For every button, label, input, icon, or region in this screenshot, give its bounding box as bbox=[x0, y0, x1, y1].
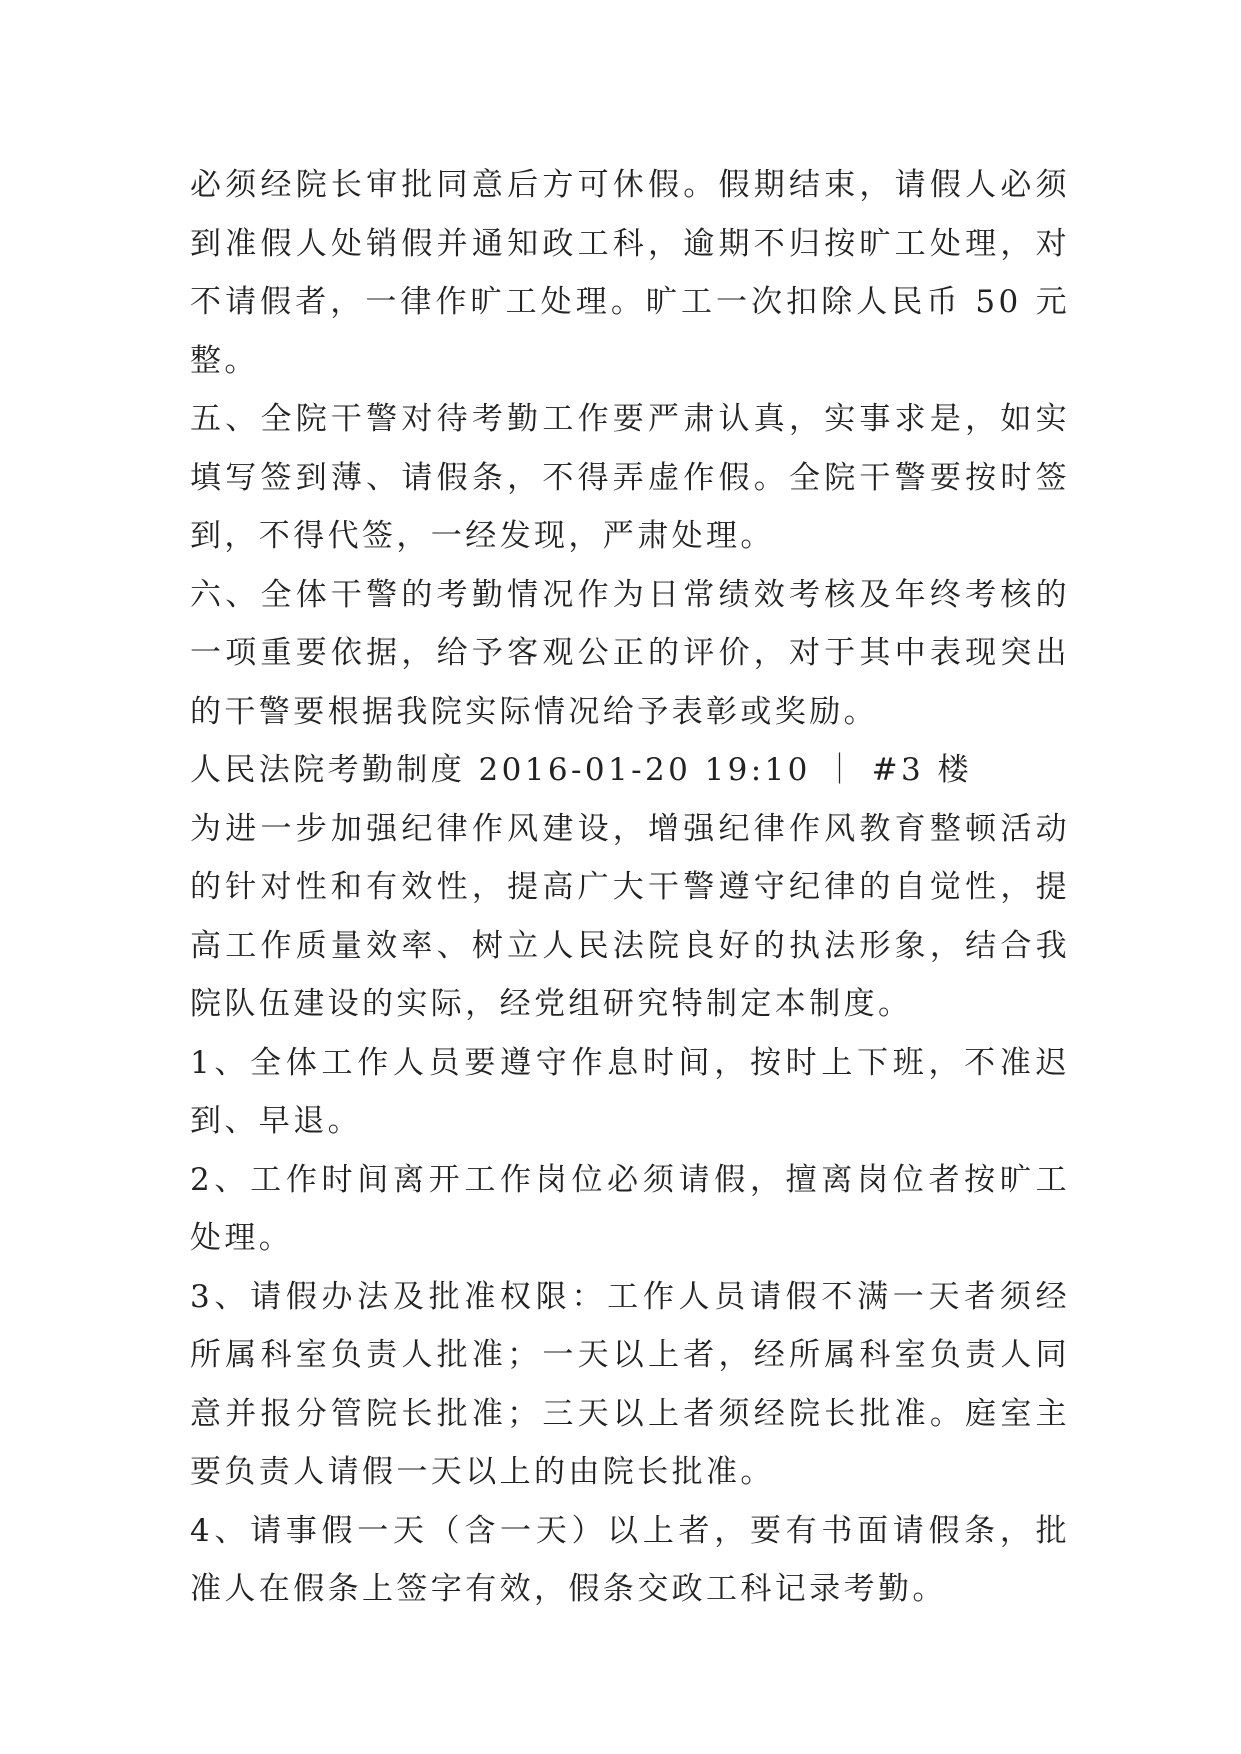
post-header: 人民法院考勤制度 2016-01-20 19:10 ｜ #3 楼 bbox=[190, 752, 972, 788]
paragraph-rule-6: 六、全体干警的考勤情况作为日常绩效考核及年终考核的一项重要依据，给予客观公正的评价，对于其中表现突出的干警要根据我院实际情况给予表彰或奖励。 bbox=[190, 576, 1070, 730]
paragraph-item-1: 1、全体工作人员要遵守作息时间，按时上下班，不准迟到、早退。 bbox=[190, 1044, 1070, 1139]
paragraph-leave-approval: 必须经院长审批同意后方可休假。假期结束，请假人必须到准假人处销假并通知政工科，逾期不归按旷工处理，对不请假者，一律作旷工处理。旷工一次扣除人民币 50 元整。 bbox=[190, 167, 1070, 379]
paragraph-item-4: 4、请事假一天（含一天）以上者，要有书面请假条，批准人在假条上签字有效，假条交政工科记录考勤。 bbox=[190, 1512, 1070, 1607]
paragraph-item-3: 3、请假办法及批准权限：工作人员请假不满一天者须经所属科室负责人批准；一天以上者，经所属科室负责人同意并报分管院长批准；三天以上者须经院长批准。庭室主要负责人请假一天以上的由院长批准。 bbox=[190, 1278, 1070, 1490]
document-page bbox=[190, 156, 1070, 1619]
paragraph-item-2: 2、工作时间离开工作岗位必须请假，擅离岗位者按旷工处理。 bbox=[190, 1161, 1070, 1256]
paragraph-rule-5: 五、全院干警对待考勤工作要严肃认真，实事求是，如实填写签到薄、请假条，不得弄虚作假。全院干警要按时签到，不得代签，一经发现，严肃处理。 bbox=[190, 401, 1070, 554]
paragraph-intro: 为进一步加强纪律作风建设，增强纪律作风教育整顿活动的针对性和有效性，提高广大干警遵守纪律的自觉性，提高工作质量效率、树立人民法院良好的执法形象，结合我院队伍建设的实际，经党组研究特制定本制度。 bbox=[190, 810, 1070, 1022]
